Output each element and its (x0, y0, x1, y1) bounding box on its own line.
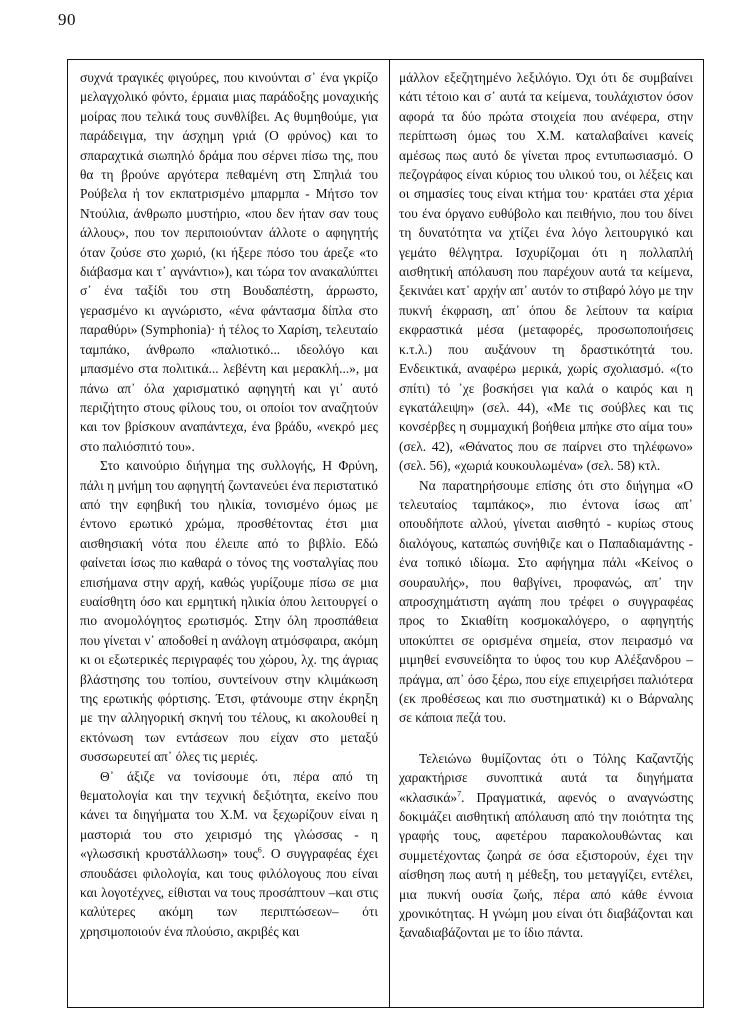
column-divider (389, 59, 390, 1008)
right-paragraph-3-text-a: Τελειώνω θυμίζοντας ότι ο Τόλης Καζαντζής χαρακτήρισε συνοπτικά αυτά τα διηγήματα «κλασικά» (399, 750, 693, 805)
right-column (399, 68, 693, 943)
left-paragraph-3-text-b: . Ο συγγραφέας έχει σπουδάσει φιλολογία, και τους φιλόλογους που είναι και λογοτέχνες, είθισται να τους προσάπτουν –και στις καλύτερες ακόμη των περιπτώσεων– ότι χρησιμοποιούν ένα πλούσιο, ακριβές και (80, 846, 378, 939)
page-number: 90 (58, 10, 76, 29)
right-paragraph-3-text-b: . Πραγματικά, αφενός ο αναγνώστης δοκιμάζει αισθητική απόλαυση από την ποιότητα της γραφής τους, αφετέρου παρακολουθώντας και συμμετέχοντας ζωηρά σε όσα εξιστορούν, έχει την αίσθηση πως αυτή η μέθεξη, του μεταγγίζει, εντέλει, μια πυκνή ουσία ζωής, πέρα από κάθε έννοια χρονικότητας. Η γνώμη μου είναι ότι διαβάζονται και ξαναδιαβάζονται με το ίδιο πάντα. (399, 789, 693, 941)
right-paragraph-1: μάλλον εξεζητημένο λεξιλόγιο. Όχι ότι δε συμβαίνει κάτι τέτοιο και σ᾽ αυτά τα κείμενα, τουλάχιστον όσον αφορά τα δύο πρώτα στοιχεία που ανέφερα, στην περίπτωση όμως του Χ.Μ. καταλαβαίνει κανείς αμέσως πως αυτό δε γίνεται προς εντυπωσιασμό. Ο πεζογράφος είναι κύριος του υλικού του, οι λέξεις και οι σημασίες τους είναι κτήμα του· κρατάει στα χέρια του ένα όργανο ευθύβολο και πειθήνιο, που του δίνει τη δυνατότητα να χτίζει ένα λόγο λειτουργικό και γεμάτο θέλγητρα. Ισχυρίζομαι ότι η πολλαπλή αισθητική απόλαυση που παρέχουν αυτά τα κείμενα, ξεκινάει κατ᾽ αρχήν απ᾽ αυτόν το στιβαρό λόγο με την πυκνή έκφραση, απ᾽ όπου δε λείπουν τα καίρια εκφραστικά μέσα (μεταφορές, προσωποποιήσεις κ.τ.λ.) που αυξάνουν τη δραστικότητά του. Ενδεικτικά, αναφέρω μερικά, χωρίς σχολιασμό. «(το σπίτι) τό ᾽χε βοσκήσει για καλά ο καιρός και η εγκατάλειψη» (σελ. 44), «Με τις σούβλες και τις κονσέρβες η συμμαχική βοήθεια μπήκε στο αίμα του» (σελ. 42), «Θάνατος που σε παίρνει στο τηλέφωνο» (σελ. 56), «χωριά κουκουλωμένα» (σελ. 58) κτλ. (399, 70, 693, 474)
left-paragraph-1: συχνά τραγικές φιγούρες, που κινούνται σ᾽ ένα γκρίζο μελαγχολικό φόντο, έρμαια μιας παράδοξης μοναχικής μοίρας που τελικά τους συνθλίβει. Ας θυμηθούμε, για παράδειγμα, την άσχημη γριά (Ο φρύνος) και το σπαραχτικά σιωπηλό δράμα που σέρνει πίσω της, που θα τη βρούνε αργότερα πεθαμένη στη Σπηλιά του Ρούβελα ή τον εκπατρισμένο μπαρμπα - Μήτσο τον Ντούλια, άνθρωπο μυστήριο, «που δεν ήταν σαν τους άλλους», που τον περιποιούνταν άλλοτε ο αφηγητής όταν ζούσε στο χωριό, (κι ήξερε πόσο του άρεζε «το διάβασμα και τ᾽ αγνάντιο»), και τώρα τον ανακαλύπτει σ᾽ ένα ταξίδι του στη Βουδαπέστη, άρρωστο, γερασμένο κι αγνώριστο, «ένα φάντασμα δίπλα στο παραθύρι» (Symphonia)· ή τέλος το Χαρίση, τελευταίο ταμπάκο, άνθρωπο «παλιοτικό... ιδεολόγο και μπασμένο στα πολιτικά... λεβέντη και μερακλή...», μα πάνω απ᾽ όλα χαρισματικό αφηγητή και γι᾽ αυτό περιζήτητο στους φίλους του, οι οποίοι τον αναζητούν και τον βρίσκουν αναπάντεχα, ένα βράδυ, «νεκρό μες στο παλιόσπιτό του». (80, 70, 378, 454)
left-paragraph-3 (80, 767, 378, 942)
footnote-marker-7: 7 (457, 789, 462, 799)
right-paragraph-3 (399, 749, 693, 943)
left-column (80, 68, 378, 941)
right-paragraph-2: Να παρατηρήσουμε επίσης ότι στο διήγημα «Ο τελευταίος ταμπάκος», πιο έντονα ίσως απ᾽ οπουδήποτε αλλού, γίνεται αισθητό - κυρίως στους διαλόγους, καταπώς συνήθιζε και ο Παπαδιαμάντης - ένα τοπικό ιδίωμα. Στο αφήγημα πάλι «Κείνος ο σουραυλής», που θαβγίνει, προφανώς, απ᾽ την απροσχημάτιστη αγάπη που τρέφει ο συγγραφέας προς το Σκιαθίτη κοσμοκαλόγερο, ο αφηγητής υποκύπτει σε ορισμένα σημεία, στον πειρασμό να μιμηθεί ενσυνείδητα το ύφος του κυρ Αλέξανδρου –πράγμα, απ᾽ όσο ξέρω, που είχε επιχειρήσει παλιότερα (εκ προθέσεως και πιο συστηματικά) κι ο Βάρναλης σε κάποια πεζά του. (399, 477, 693, 726)
left-paragraph-3-text-a: Θ᾽ άξιζε να τονίσουμε ότι, πέρα από τη θεματολογία και την τεχνική δεξιότητα, εκείνο που κάνει τα διηγήματα του Χ.Μ. να ξεχωρίζουν είναι η μαστοριά του στο χειρισμό της γλώσσας - η «γλωσσική κρυστάλλωση» τους (80, 768, 378, 862)
footnote-marker-6: 6 (257, 845, 262, 855)
left-paragraph-2: Στο καινούριο διήγημα της συλλογής, Η Φρύνη, πάλι η μνήμη του αφηγητή ζωντανεύει ένα περιστατικό από την εφηβική του ηλικία, τονισμένο όμως με έντονο ερωτικό χρώμα, προσθέτοντας έτσι μια αισθησιακή νότα που έλειπε από το βιβλίο. Εδώ φαίνεται ίσως πιο καθαρά ο τόνος της νοσταλγίας που επισήμανα στην αρχή, καθώς γυρίζουμε πίσω σε μια ευαίσθητη όσο και ερμητική ηλικία όπου λειτουργεί ο πιο ανομολόγητος ερωτισμός. Στην όλη προσπάθεια που γίνεται ν᾽ αποδοθεί η ανάλογη ατμόσφαιρα, ακόμη κι οι εξωτερικές περιγραφές του χώρου, λχ. της άγριας βλάστησης του τοπίου, συντείνουν στην κλιμάκωση της ερωτικής φόρτισης. Έτσι, φτάνουμε στην έκρηξη με την αλληγορική σκηνή του τέλους, κι ακολουθεί η εκτόνωση των εντάσεων που είχαν στο μεταξύ συσσωρευτεί απ᾽ όλες τις μεριές. (80, 458, 378, 765)
